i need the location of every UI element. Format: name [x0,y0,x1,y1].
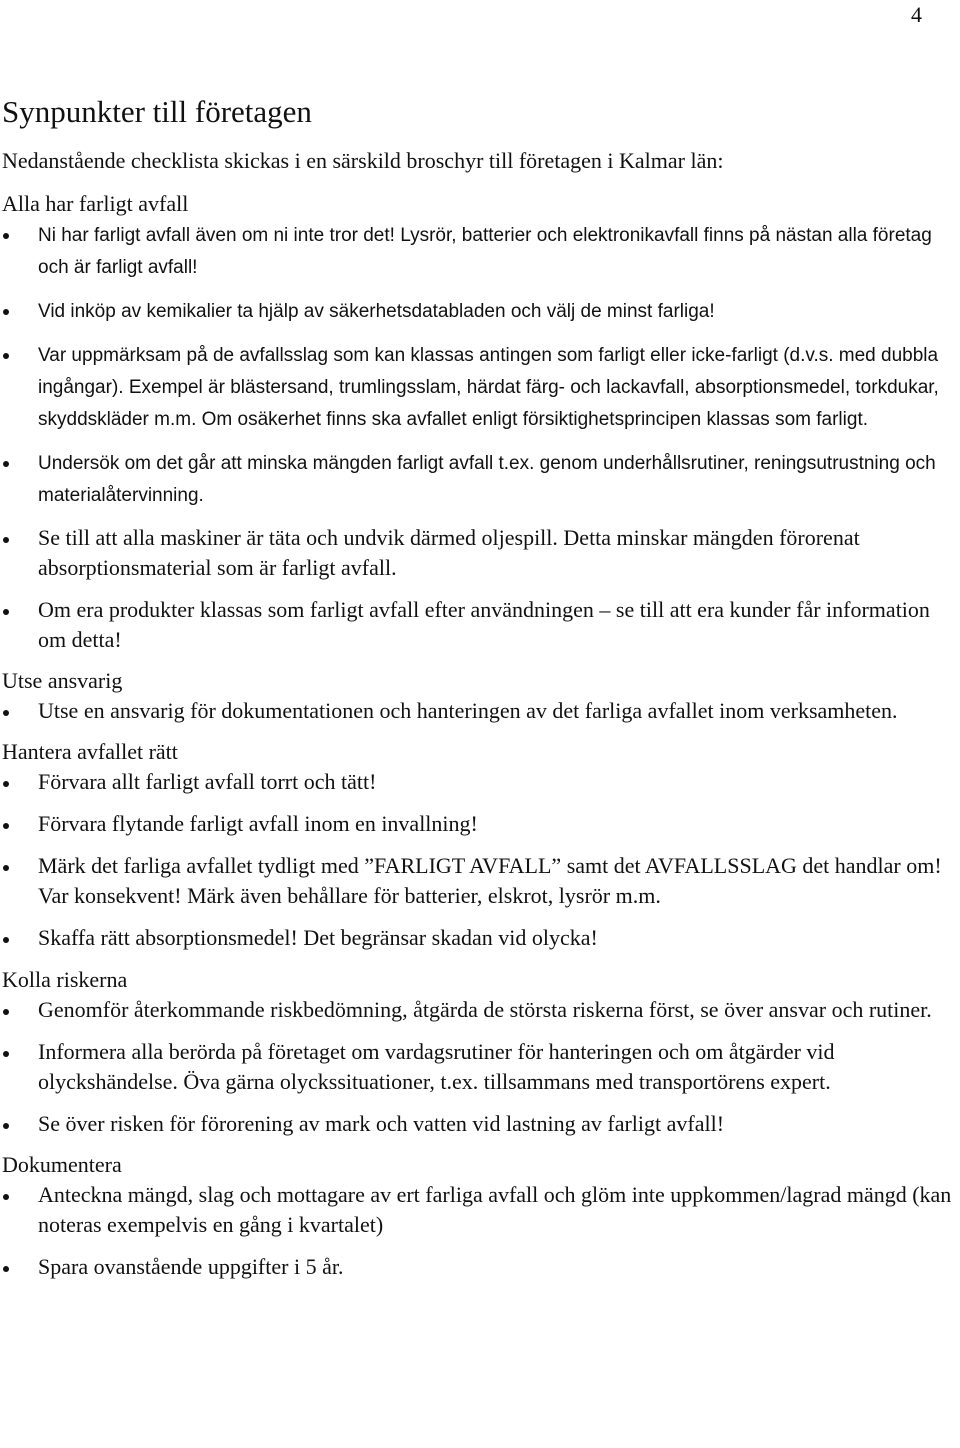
list-item [2,219,958,283]
list-item [2,1252,958,1282]
list-item [2,995,958,1025]
section-list-dokumentera [2,1180,958,1282]
bullet-icon [3,1194,9,1200]
section-list-alla-har-farligt-avfall [2,219,958,655]
list-item [2,1037,958,1097]
page-title: Synpunkter till företagen [2,94,312,129]
list-item-text: Undersök om det går att minska mängden farligt avfall t.ex. genom underhållsrutiner, reningsutrustning och materialåtervinning. [38,453,936,506]
section-list-hantera-avfallet-ratt [2,767,958,953]
intro-paragraph: Nedanstående checklista skickas i en särskild broschyr till företagen i Kalmar län: [2,148,724,173]
bullet-icon [3,461,9,467]
bullet-icon [3,353,9,359]
bullet-icon [3,309,9,315]
section-heading-alla-har-farligt-avfall: Alla har farligt avfall [2,191,189,216]
list-item [2,295,958,327]
list-item-text: Anteckna mängd, slag och mottagare av ert farliga avfall och glöm inte uppkommen/lagrad mängd (kan noteras exempelvis en gång i kvartalet) [38,1182,952,1237]
bullet-icon [3,1123,9,1129]
bullet-icon [3,710,9,716]
list-item [2,523,958,583]
list-item [2,595,958,655]
bullet-icon [3,781,9,787]
list-item-text: Se över risken för förorening av mark och vatten vid lastning av farligt avfall! [38,1111,725,1136]
list-item-text: Om era produkter klassas som farligt avfall efter användningen – se till att era kunder får information om detta! [38,597,930,652]
section-heading-dokumentera: Dokumentera [2,1152,122,1177]
list-item-text: Märk det farliga avfallet tydligt med ”FARLIGT AVFALL” samt det AVFALLSSLAG det handlar om! Var konsekvent! Märk även behållare för batterier, elskrot, lysrör m.m. [38,853,942,908]
list-item-text: Spara ovanstående uppgifter i 5 år. [38,1254,344,1279]
bullet-icon [3,233,9,239]
list-item-text: Förvara flytande farligt avfall inom en invallning! [38,811,478,836]
list-item-text: Se till att alla maskiner är täta och undvik därmed oljespill. Detta minskar mängden förorenat absorptionsmaterial som är farligt avfall. [38,525,860,580]
document-body [2,92,958,1286]
list-item [2,1180,958,1240]
section-list-utse-ansvarig [2,696,958,726]
bullet-icon [3,937,9,943]
bullet-icon [3,1051,9,1057]
section-heading-hantera-avfallet-ratt: Hantera avfallet rätt [2,739,178,764]
list-item-text: Förvara allt farligt avfall torrt och tätt! [38,769,377,794]
list-item-text: Vid inköp av kemikalier ta hjälp av säkerhetsdatabladen och välj de minst farliga! [38,301,715,322]
list-item [2,809,958,839]
list-item [2,339,958,435]
list-item [2,696,958,726]
bullet-icon [3,537,9,543]
list-item [2,767,958,797]
bullet-icon [3,1266,9,1272]
bullet-icon [3,609,9,615]
page-number: 4 [911,2,922,27]
bullet-icon [3,1009,9,1015]
section-list-kolla-riskerna [2,995,958,1139]
bullet-icon [3,865,9,871]
list-item-text: Var uppmärksam på de avfallsslag som kan klassas antingen som farligt eller icke-farligt (d.v.s. med dubbla ingångar). Exempel är blästersand, trumlingsslam, härdat färg- och lackavfall, absorptionsmedel, torkdukar, skyddskläder m.m. Om osäkerhet finns ska avfallet enligt försiktighetsprincipen klassas som farligt. [38,345,939,430]
list-item [2,851,958,911]
list-item-text: Utse en ansvarig för dokumentationen och hanteringen av det farliga avfallet inom verksamheten. [38,698,898,723]
section-heading-kolla-riskerna: Kolla riskerna [2,967,128,992]
list-item [2,923,958,953]
list-item-text: Genomför återkommande riskbedömning, åtgärda de största riskerna först, se över ansvar och rutiner. [38,997,932,1022]
list-item-text: Ni har farligt avfall även om ni inte tror det! Lysrör, batterier och elektronikavfall finns på nästan alla företag och är farligt avfall! [38,225,932,278]
bullet-icon [3,823,9,829]
list-item [2,1109,958,1139]
section-heading-utse-ansvarig: Utse ansvarig [2,668,123,693]
list-item-text: Informera alla berörda på företaget om vardagsrutiner för hanteringen och om åtgärder vid olyckshändelse. Öva gärna olyckssituationer, t.ex. tillsammans med transportörens expert. [38,1039,835,1094]
list-item-text: Skaffa rätt absorptionsmedel! Det begränsar skadan vid olycka! [38,925,598,950]
list-item [2,447,958,511]
